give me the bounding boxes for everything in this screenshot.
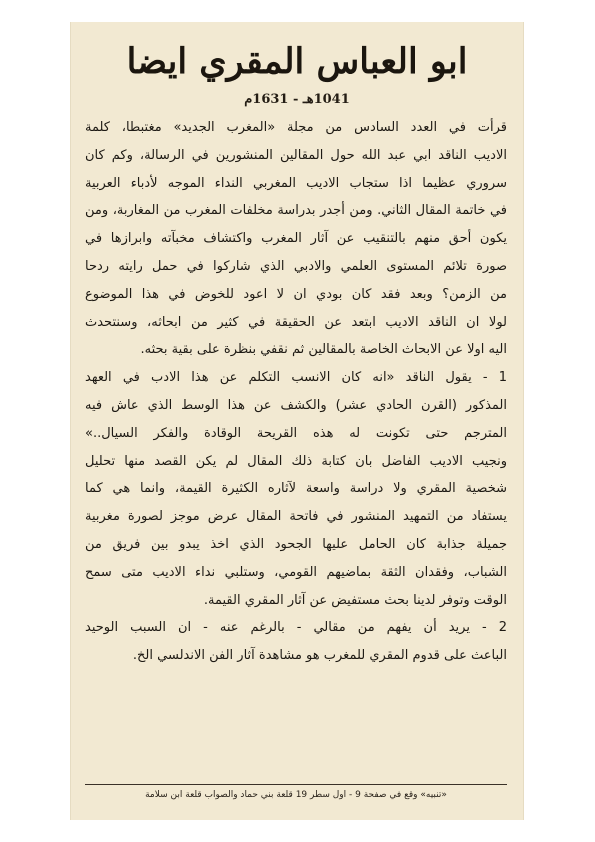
text-line: يستفاد من التمهيد المنشور في فاتحة المقال عرض موجز لصورة مغربية xyxy=(85,509,507,525)
text-line: المترجم حتى تكونت له هذه القريحة الوقادة والفكر السيال..» xyxy=(85,425,507,441)
text-line: لولا ان الناقد الاديب ابتعد عن الحقيقة في كثير من ابحاثه، وسنتحدث xyxy=(85,314,507,330)
article-body xyxy=(85,114,507,670)
paragraph-point-1 xyxy=(85,364,507,614)
text-line: في خاتمة المقال الثاني. ومن أجدر بدراسة مخلفات المغرب من المغاربة، ومن xyxy=(85,203,507,219)
text-line: اليه اولا عن الابحاث الخاصة بالمقالين ثم نقفي بنظرة على بقية بحثه. xyxy=(140,342,507,358)
text-line: يكون أحق منهم بالتنقيب عن آثار المغرب واكتشاف مخبآته وابرازها في xyxy=(85,231,507,247)
text-line: 1 - يقول الناقد «انه كان الانسب التكلم عن هذا الادب في العهد xyxy=(85,370,507,386)
text-line: الاديب الناقد ابي عبد الله حول المقالين المنشورين في الرسالة، وكم كان xyxy=(85,147,507,163)
article-dates: 1041هـ - 1631م xyxy=(244,92,350,107)
footnote: «تنبيه» وقع في صفحة 9 - اول سطر 19 قلعة بني حماد والصواب قلعة ابن سلامة xyxy=(145,790,447,800)
text-line: شخصية المقري ولا دراسة واسعة لآثاره الكثيرة القيمة، وانما هي كما xyxy=(85,481,507,497)
article-title: ابو العباس المقري ايضا xyxy=(126,41,468,82)
text-line: الوقت وتوفر لدينا بحث مستفيض عن آثار المقري القيمة. xyxy=(203,592,507,608)
text-line: الشباب، وفقدان الثقة بماضيهم القومي، وستلبي نداء الاديب متى سمح xyxy=(85,564,507,580)
text-line: سروري عظيما اذا ستجاب الاديب المغربي النداء الموجه لأدباء العربية xyxy=(85,175,507,191)
paragraph-point-2 xyxy=(85,614,507,670)
text-line: ونجيب الاديب الفاضل بان كتابة ذلك المقال لم يكن القصد منها تحليل xyxy=(85,453,507,469)
text-line: جميلة جذابة كان الحامل عليها الجحود الذي اخذ يبدو بين فريق من xyxy=(85,536,507,552)
text-line: من الزمن؟ وبعد فقد كان بودي ان لا اعود للخوض في هذا الموضوع xyxy=(85,286,507,302)
text-line: المذكور (القرن الحادي عشر) والكشف عن هذا الوسط الذي عاش فيه xyxy=(85,397,507,413)
paper-sheet xyxy=(70,22,524,820)
text-line: صورة تلائم المستوى العلمي والادبي الذي شاركوا في حمل رايته ردحا xyxy=(85,258,507,274)
paragraph-intro xyxy=(85,114,507,364)
footnote-divider xyxy=(85,784,507,785)
text-line: الباعث على قدوم المقري للمغرب هو مشاهدة آثار الفن الاندلسي الخ. xyxy=(132,648,507,664)
text-line: 2 - يريد أن يفهم من مقالي - بالرغم عنه - ان السبب الوحيد xyxy=(85,620,507,636)
text-line: قرأت في العدد السادس من مجلة «المغرب الجديد» مغتبطا، كلمة xyxy=(85,120,507,135)
